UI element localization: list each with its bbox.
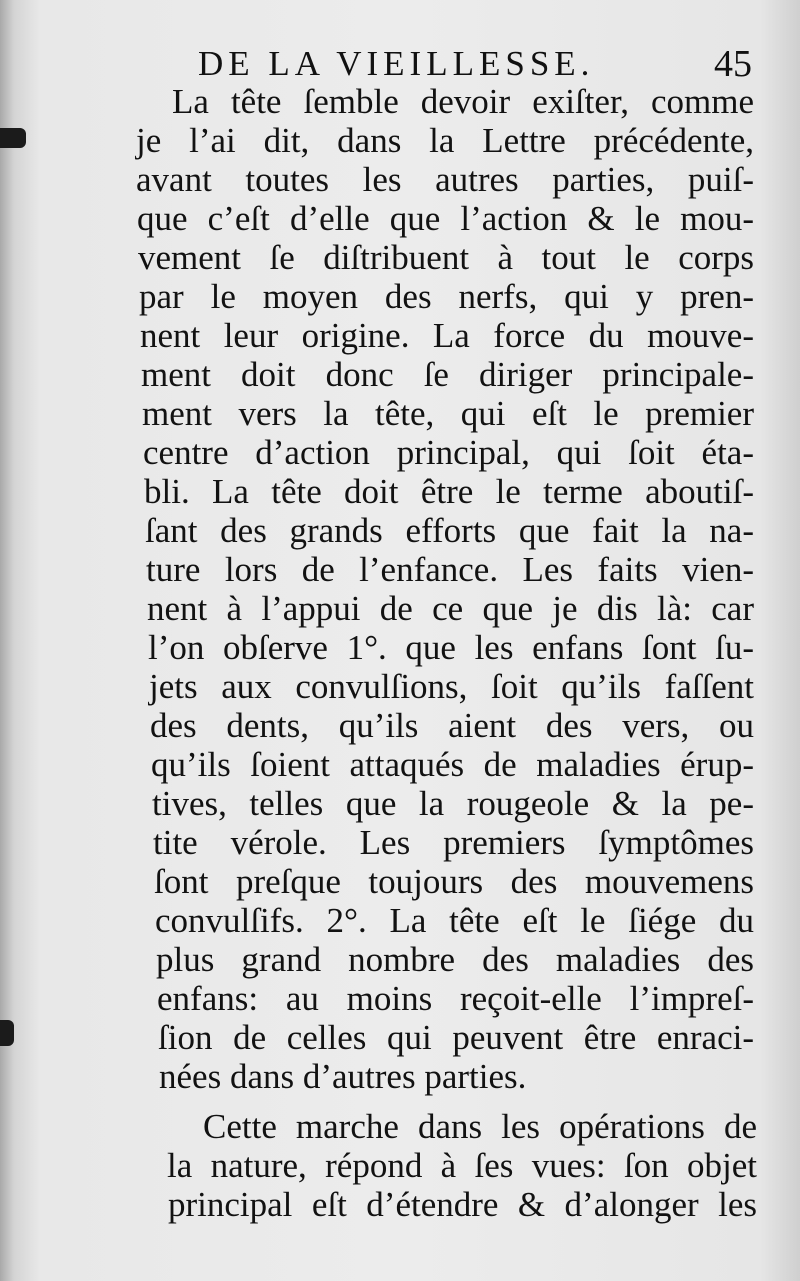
text-line: centre d’action principal, qui ſoit éta- (143, 433, 754, 472)
text-line: tite vérole. Les premiers ſymptômes (153, 823, 754, 862)
text-line: Cette marche dans les opérations de (203, 1107, 757, 1146)
text-line: convulſifs. 2°. La tête eſt le ſiége du (155, 901, 754, 940)
text-line: qu’ils ſoient attaqués de maladies érup- (151, 745, 754, 784)
text-line: l’on obſerve 1°. que les enfans ſont ſu- (148, 628, 754, 667)
text-line: ture lors de l’enfance. Les faits vien- (146, 550, 754, 589)
text-line: La tête ſemble devoir exiſter, comme (172, 82, 754, 121)
text-line: nées dans d’autres parties. (159, 1057, 527, 1096)
text-line: des dents, qu’ils aient des vers, ou (150, 706, 754, 745)
text-line: par le moyen des nerfs, qui y pren- (139, 277, 754, 316)
text-line: nent leur origine. La force du mouve- (140, 316, 754, 355)
text-line: ment doit donc ſe diriger principale- (141, 355, 754, 394)
text-line: ſant des grands efforts que fait la na- (145, 511, 754, 550)
text-line: je l’ai dit, dans la Lettre précédente, (136, 121, 754, 160)
text-line: enfans: au moins reçoit-elle l’impreſ- (157, 979, 754, 1018)
text-line: ſion de celles qui peuvent être enraci- (158, 1018, 754, 1057)
page-edge-mark (0, 1020, 14, 1046)
text-line: la nature, répond à ſes vues: ſon objet (167, 1146, 757, 1185)
text-line: que c’eſt d’elle que l’action & le mou- (137, 199, 754, 238)
text-line: bli. La tête doit être le terme aboutiſ- (144, 472, 754, 511)
page-edge-mark (0, 128, 26, 148)
text-line: plus grand nombre des maladies des (156, 940, 754, 979)
running-head-title: DE LA VIEILLESSE. (198, 44, 595, 83)
text-line: principal eſt d’étendre & d’alonger les (168, 1185, 757, 1224)
text-line: avant toutes les autres parties, puiſ- (136, 160, 754, 199)
text-line: nent à l’appui de ce que je dis là: car (147, 589, 754, 628)
text-line: ment vers la tête, qui eſt le premier (142, 394, 754, 433)
page-number: 45 (714, 43, 752, 85)
text-line: vement ſe diſtribuent à tout le corps (138, 238, 754, 277)
text-line: jets aux convulſions, ſoit qu’ils faſſent (149, 667, 754, 706)
text-line: ſont preſque toujours des mouvemens (154, 862, 754, 901)
text-line: tives, telles que la rougeole & la pe- (152, 784, 754, 823)
